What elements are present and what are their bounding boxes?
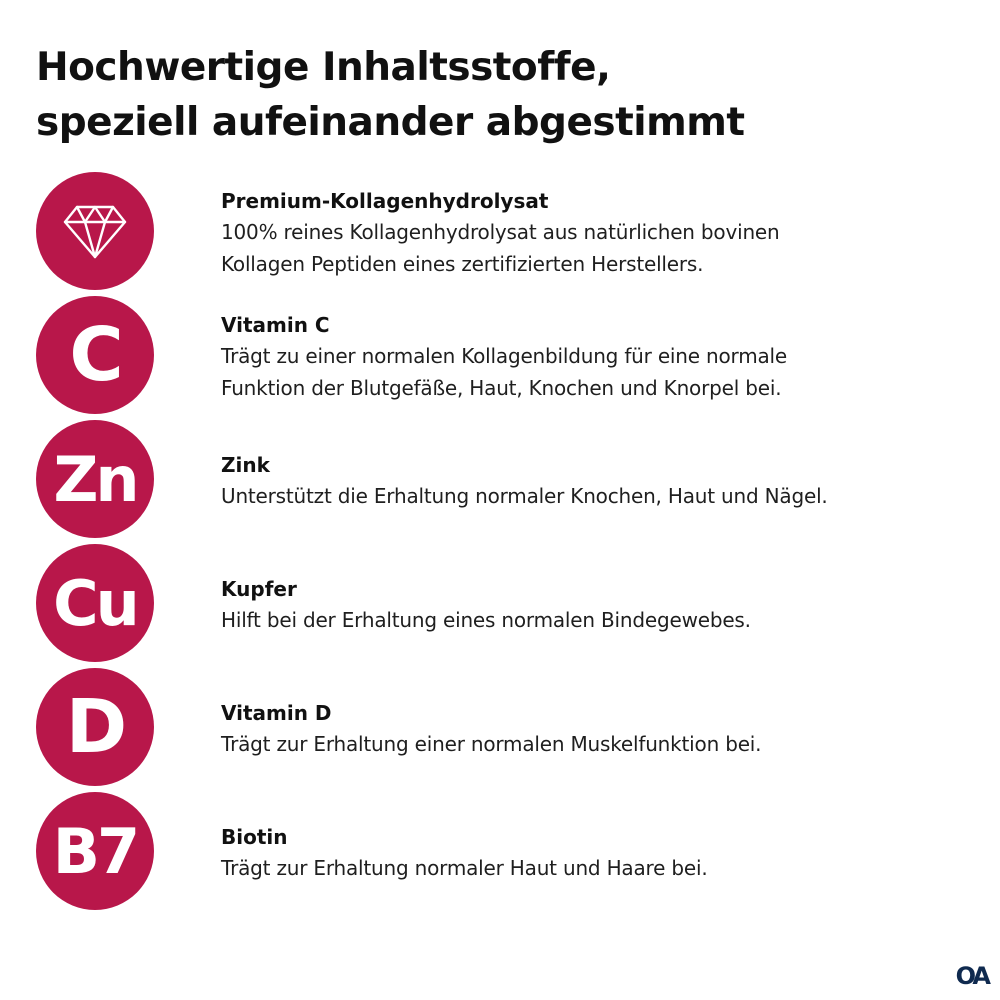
ingredient-description-line-1: 100% reines Kollagenhydrolysat aus natürlichen bovinen [221,220,780,244]
ingredient-description-line-2: Funktion der Blutgefäße, Haut, Knochen und Knorpel bei. [221,376,782,400]
ingredient-title: Zink [221,453,270,477]
ingredient-title: Biotin [221,825,288,849]
ingredient-symbol: Cu [53,566,137,640]
ingredient-text-biotin [221,822,981,884]
ingredient-item-biotin [36,790,986,914]
ingredient-badge-vitamin-d [36,668,154,786]
ingredient-title: Premium-Kollagenhydrolysat [221,189,549,213]
ingredient-item-kupfer [36,542,986,666]
brand-logo: OA [955,962,988,990]
headline [36,40,745,150]
ingredient-text-kollagen [221,186,981,280]
ingredient-text-vitamin-d [221,698,981,760]
ingredient-symbol: B7 [52,814,138,888]
ingredient-badge-vitamin-c [36,296,154,414]
ingredient-item-vitamin-c [36,294,986,418]
ingredient-text-kupfer [221,574,981,636]
ingredient-text-vitamin-c [221,310,981,404]
ingredient-description-line-1: Unterstützt die Erhaltung normaler Knochen, Haut und Nägel. [221,484,828,508]
ingredient-description-line-1: Trägt zur Erhaltung normaler Haut und Haare bei. [221,856,708,880]
ingredient-badge-zink [36,420,154,538]
ingredient-description-line-2: Kollagen Peptiden eines zertifizierten Herstellers. [221,252,704,276]
ingredient-title: Vitamin C [221,313,330,337]
ingredient-badge-kupfer [36,544,154,662]
ingredient-item-zink [36,418,986,542]
ingredient-badge-biotin [36,792,154,910]
ingredient-symbol: D [65,684,125,770]
ingredient-title: Vitamin D [221,701,332,725]
ingredient-description-line-1: Trägt zur Erhaltung einer normalen Muskelfunktion bei. [221,732,762,756]
ingredient-text-zink [221,450,981,512]
ingredient-description-line-1: Trägt zu einer normalen Kollagenbildung für eine normale [221,344,788,368]
diamond-icon [63,203,127,259]
headline-line-2: speziell aufeinander abgestimmt [36,100,745,145]
ingredient-badge-kollagen [36,172,154,290]
ingredient-item-kollagen [36,170,986,294]
ingredient-symbol: Zn [53,442,137,516]
ingredient-symbol: C [69,312,121,398]
ingredient-description-line-1: Hilft bei der Erhaltung eines normalen Bindegewebes. [221,608,751,632]
ingredient-item-vitamin-d [36,666,986,790]
ingredient-title: Kupfer [221,577,297,601]
headline-line-1: Hochwertige Inhaltsstoffe, [36,45,611,90]
